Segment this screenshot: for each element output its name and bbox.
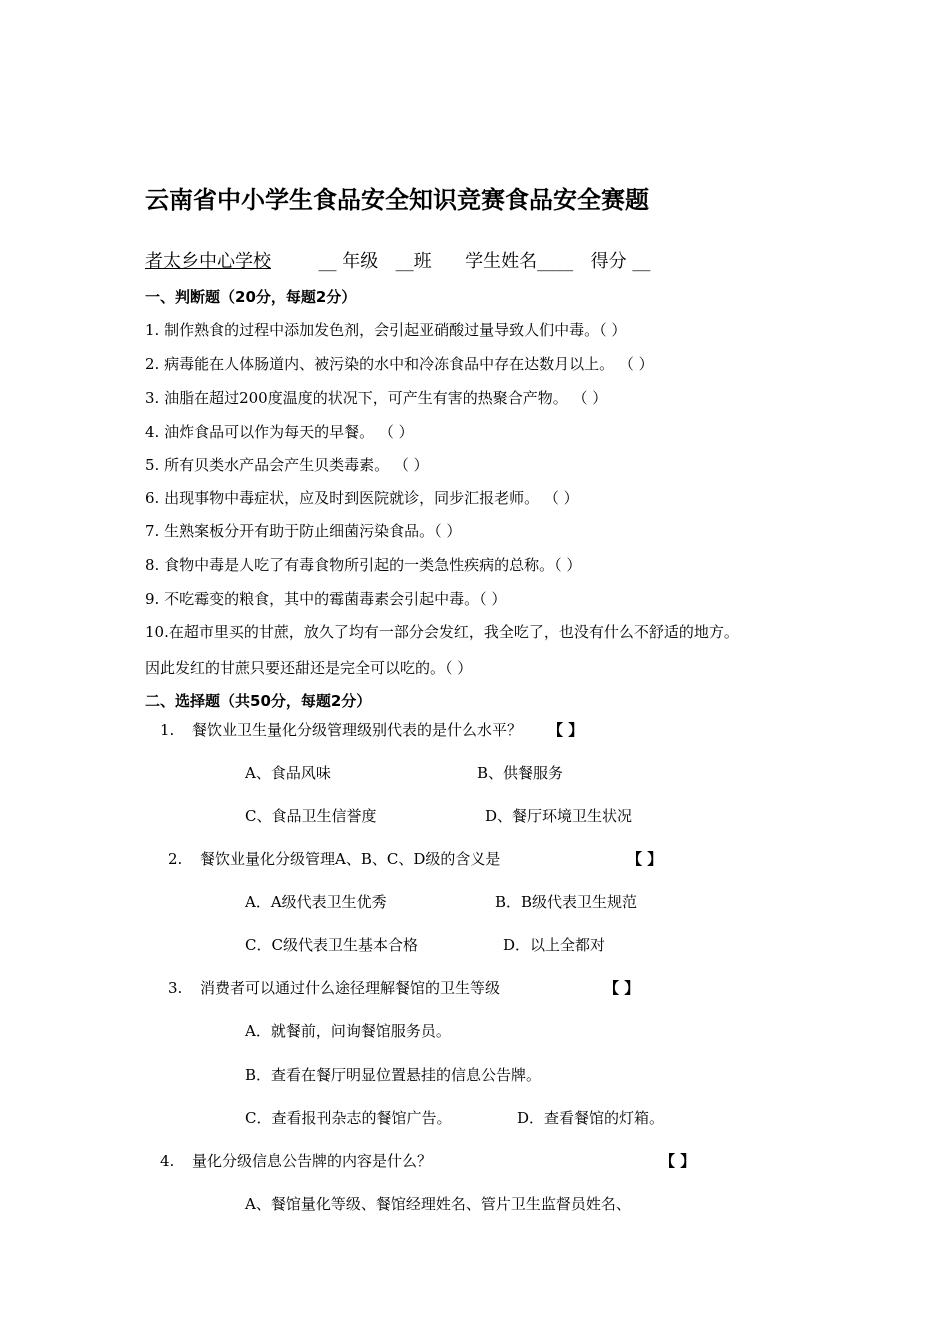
class-blank: __ bbox=[395, 251, 414, 272]
document-title: 云南省中小学生食品安全知识竞赛食品安全赛题 bbox=[145, 186, 649, 214]
judge-item-5: 5. 所有贝类水产品会产生贝类毒素。 （ ） bbox=[145, 456, 429, 474]
judge-item-6: 6. 出现事物中毒症状，应及时到医院就诊，同步汇报老师。 （ ） bbox=[145, 489, 579, 507]
choice-q3-number: 3. bbox=[168, 979, 183, 997]
judge-item-10-cont: 因此发红的甘蔗只要还甜还是完全可以吃的。（ ） bbox=[145, 659, 473, 677]
choice-q3-answer-bracket: 【 】 bbox=[604, 979, 640, 997]
student-info-line bbox=[145, 250, 650, 274]
choice-q3-option-b: B．查看在餐厅明显位置悬挂的信息公告牌。 bbox=[245, 1066, 542, 1084]
judge-item-9: 9. 不吃霉变的粮食，其中的霉菌毒素会引起中毒。（ ） bbox=[145, 590, 507, 608]
judge-item-2: 2. 病毒能在人体肠道内、被污染的水中和冷冻食品中存在达数月以上。 （ ） bbox=[145, 355, 654, 373]
name-blank: ____ bbox=[537, 251, 574, 272]
score-blank: __ bbox=[632, 251, 651, 272]
grade-blank: __ bbox=[318, 251, 337, 272]
judge-item-3: 3. 油脂在超过200度温度的状况下，可产生有害的热聚合产物。 （ ） bbox=[145, 389, 608, 407]
choice-q2-option-d: D．以上全都对 bbox=[503, 936, 606, 954]
judge-item-10: 10.在超市里买的甘蔗，放久了均有一部分会发红，我全吃了，也没有什么不舒适的地方。 bbox=[145, 623, 739, 641]
judge-item-7: 7. 生熟案板分开有助于防止细菌污染食品。（ ） bbox=[145, 522, 462, 540]
choice-q2-number: 2. bbox=[168, 850, 183, 868]
choice-q4-number: 4. bbox=[160, 1152, 175, 1170]
choice-q1-number: 1. bbox=[160, 721, 175, 739]
judge-item-1: 1. 制作熟食的过程中添加发色剂，会引起亚硝酸过量导致人们中毒。（ ） bbox=[145, 321, 627, 339]
choice-q2-answer-bracket: 【 】 bbox=[627, 850, 663, 868]
choice-q1-option-d: D、餐厅环境卫生状况 bbox=[485, 807, 633, 825]
class-label: 班 bbox=[413, 251, 432, 272]
name-label: 学生姓名 bbox=[465, 251, 538, 272]
grade-label: 年级 bbox=[342, 251, 379, 272]
choice-q2-text: 餐饮业量化分级管理A、B、C、D级的含义是 bbox=[200, 850, 501, 868]
choice-q2-option-b: B．B级代表卫生规范 bbox=[495, 893, 638, 911]
choice-q1-answer-bracket: 【 】 bbox=[548, 721, 584, 739]
score-label: 得分 bbox=[590, 251, 627, 272]
choice-q1-option-b: B、供餐服务 bbox=[477, 764, 564, 782]
choice-q2-option-a: A．A级代表卫生优秀 bbox=[245, 893, 387, 911]
judge-item-4: 4. 油炸食品可以作为每天的早餐。 （ ） bbox=[145, 423, 414, 441]
choice-q4-text: 量化分级信息公告牌的内容是什么？ bbox=[192, 1152, 433, 1170]
judge-item-8: 8. 食物中毒是人吃了有毒食物所引起的一类急性疾病的总称。（ ） bbox=[145, 556, 582, 574]
section1-heading: 一、判断题（20分，每题2分） bbox=[145, 288, 357, 306]
section2-heading: 二、选择题（共50分，每题2分） bbox=[145, 692, 372, 710]
choice-q3-option-c: C．查看报刊杂志的餐馆广告。 bbox=[245, 1109, 452, 1127]
choice-q1-option-c: C、食品卫生信誉度 bbox=[245, 807, 377, 825]
choice-q3-option-d: D．查看餐馆的灯箱。 bbox=[517, 1109, 665, 1127]
school-name: 者太乡中心学校 bbox=[145, 251, 271, 272]
choice-q3-option-a: A．就餐前，问询餐馆服务员。 bbox=[245, 1022, 451, 1040]
choice-q4-answer-bracket: 【 】 bbox=[660, 1152, 696, 1170]
choice-q1-text: 餐饮业卫生量化分级管理级别代表的是什么水平？ bbox=[192, 721, 523, 739]
choice-q2-option-c: C．C级代表卫生基本合格 bbox=[245, 936, 418, 954]
choice-q4-option-a: A、餐馆量化等级、餐馆经理姓名、管片卫生监督员姓名、 bbox=[245, 1195, 631, 1213]
choice-q1-option-a: A、食品风味 bbox=[245, 764, 331, 782]
choice-q3-text: 消费者可以通过什么途径理解餐馆的卫生等级 bbox=[200, 979, 501, 997]
